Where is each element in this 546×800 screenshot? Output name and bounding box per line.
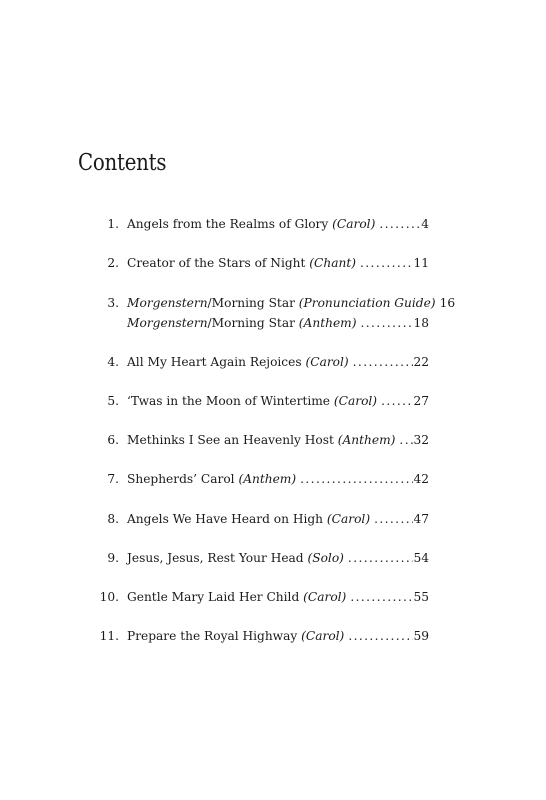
- dot-leader: [346, 588, 413, 606]
- entry-title: [127, 254, 356, 272]
- entry-title-text: ‘Twas in the Moon of Wintertime: [127, 394, 331, 408]
- entry-kind: (Anthem): [298, 316, 357, 330]
- toc-entry[interactable]: [127, 294, 456, 312]
- entry-kind: (Solo): [307, 551, 344, 565]
- page-number: 32: [413, 433, 429, 447]
- entry-title-text: Jesus, Jesus, Rest Your Head: [127, 551, 304, 565]
- page-number: 42: [413, 472, 429, 486]
- page-number: 16: [439, 296, 456, 310]
- dot-leader: [356, 254, 413, 272]
- entry-title-foreign: Morgenstern: [127, 316, 208, 330]
- entry-title: [127, 627, 344, 645]
- page-number: 11: [413, 256, 429, 270]
- dot-leader: [370, 510, 413, 528]
- dot-leader: [344, 627, 413, 645]
- entry-title: [127, 294, 436, 312]
- entry-number: 2.: [107, 256, 119, 270]
- entry-number: 10.: [99, 590, 119, 604]
- entry-number: 5.: [107, 394, 119, 408]
- dot-leader: [395, 431, 413, 449]
- page-number: 55: [413, 590, 429, 604]
- entry-kind: (Carol): [326, 512, 371, 526]
- entry-number: 4.: [107, 355, 119, 369]
- toc-entry[interactable]: [127, 510, 429, 528]
- entry-title: [127, 510, 370, 528]
- entry-title: [127, 314, 356, 332]
- toc-entry[interactable]: [127, 588, 429, 606]
- entry-number: 6.: [107, 433, 119, 447]
- entry-number: 7.: [107, 472, 119, 486]
- entry-title: [127, 353, 349, 371]
- toc-entry[interactable]: [127, 431, 429, 449]
- page-title: Contents: [78, 150, 167, 176]
- entry-kind: (Anthem): [238, 472, 297, 486]
- entry-title-text: Gentle Mary Laid Her Child: [127, 590, 300, 604]
- dot-leader: [296, 470, 413, 488]
- page-number: 22: [413, 355, 429, 369]
- entry-title: [127, 588, 346, 606]
- entry-kind: (Chant): [309, 256, 356, 270]
- entry-title-foreign: Morgenstern: [127, 296, 208, 310]
- entry-title-text: Methinks I See an Heavenly Host: [127, 433, 334, 447]
- toc-entry[interactable]: [127, 470, 429, 488]
- entry-kind: (Carol): [333, 394, 378, 408]
- page-number: 54: [413, 551, 429, 565]
- entry-number: 11.: [99, 629, 119, 643]
- dot-leader: [349, 353, 414, 371]
- entry-title-text: Angels We Have Heard on High: [127, 512, 324, 526]
- dot-leader: [375, 215, 421, 233]
- entry-kind: (Carol): [303, 590, 347, 604]
- toc-entry[interactable]: [127, 254, 429, 272]
- page-number: 18: [413, 316, 429, 330]
- entry-title: [127, 431, 395, 449]
- toc-entry[interactable]: [127, 314, 429, 332]
- entry-number: 3.: [107, 296, 119, 310]
- entry-title-text: Angels from the Realms of Glory: [127, 217, 329, 231]
- entry-kind: (Pronunciation Guide): [298, 296, 436, 310]
- entry-title: [127, 470, 296, 488]
- entry-title-text: Creator of the Stars of Night: [127, 256, 306, 270]
- dot-leader: [344, 549, 414, 567]
- toc-entry[interactable]: [127, 549, 429, 567]
- toc-entry[interactable]: [127, 627, 429, 645]
- page-number: 4: [421, 217, 429, 231]
- entry-kind: (Carol): [332, 217, 376, 231]
- entry-title: [127, 215, 375, 233]
- entry-number: 8.: [107, 512, 119, 526]
- entry-number: 9.: [107, 551, 119, 565]
- entry-title-text: /Morning Star: [207, 296, 295, 310]
- entry-title-text: Prepare the Royal Highway: [127, 629, 298, 643]
- entry-kind: (Carol): [301, 629, 345, 643]
- toc-entry[interactable]: [127, 353, 429, 371]
- entry-kind: (Carol): [305, 355, 349, 369]
- entry-title-text: All My Heart Again Rejoices: [127, 355, 302, 369]
- entry-number: 1.: [107, 217, 119, 231]
- page-number: 27: [413, 394, 429, 408]
- page-number: 47: [413, 512, 429, 526]
- dot-leader: [377, 392, 413, 410]
- toc-entry[interactable]: [127, 215, 429, 233]
- page-number: 59: [413, 629, 429, 643]
- toc-entry[interactable]: [127, 392, 429, 410]
- entry-title-text: /Morning Star: [207, 316, 295, 330]
- dot-leader: [356, 314, 413, 332]
- entry-title: [127, 392, 377, 410]
- entry-title: [127, 549, 344, 567]
- entry-title-text: Shepherds’ Carol: [127, 472, 235, 486]
- entry-kind: (Anthem): [337, 433, 396, 447]
